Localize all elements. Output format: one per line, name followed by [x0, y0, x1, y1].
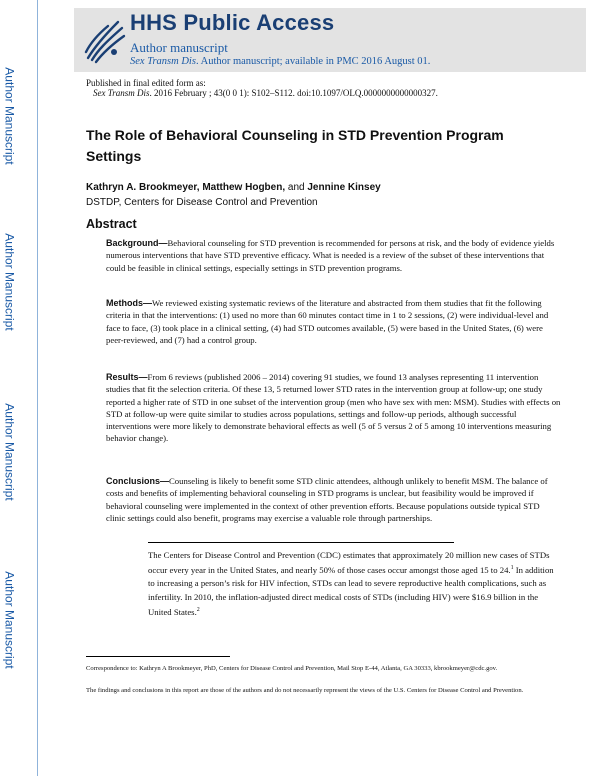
correspondence-footnote: Correspondence to: Kathryn A Brookmeyer, PhD, Centers for Disease Control and Prevention, Mail Stop E-44, Atlanta, GA 30333, kbrookmeyer@cdc.gov. — [86, 665, 498, 672]
journal-availability-line: Sex Transm Dis. Author manuscript; available in PMC 2016 August 01. — [130, 56, 431, 67]
side-label-author-manuscript: Author Manuscript — [3, 403, 18, 501]
citation-line: Sex Transm Dis. 2016 February ; 43(0 0 1): S102–S112. doi:10.1097/OLQ.0000000000000327. — [93, 88, 438, 98]
abstract-heading: Abstract — [86, 217, 137, 231]
hhs-eagle-logo-icon — [78, 14, 128, 66]
side-label-author-manuscript: Author Manuscript — [3, 67, 18, 165]
paper-title: The Role of Behavioral Counseling in STD Prevention Program Settings — [86, 127, 504, 164]
margin-rule — [37, 0, 38, 776]
hhs-public-access-title: HHS Public Access — [130, 10, 335, 35]
author-list: Kathryn A. Brookmeyer, Matthew Hogben, and Jennine Kinsey — [86, 182, 381, 193]
side-label-author-manuscript: Author Manuscript — [3, 571, 18, 669]
intro-paragraph: The Centers for Disease Control and Prevention (CDC) estimates that approximately 20 million new cases of STDs occur every year in the United States, and nearly 50% of those cases occur amongst those aged 15 to 24.$^1$ In addition to increasing a person’s risk for HIV infection, STDs can lead to severe reproductive health complications, such as infertility. In 2010, the inflation-adjusted direct medical costs of STDs (including HIV) were $16.9 billion in the United States.$^2$ — [148, 550, 554, 617]
abstract-background: Background—Behavioral counseling for STD prevention is recommended for persons at risk, and the body of evidence yields numerous interventions that have STD preventive efficacy. What is needed is a review of the subset of these interventions that could be feasible in clinical settings, especially settings in STD prevention programs. — [106, 238, 555, 273]
disclaimer-footnote: The findings and conclusions in this report are those of the authors and do not necessarily represent the views of the U.S. Centers for Disease Control and Prevention. — [86, 687, 524, 694]
abstract-conclusions: Conclusions—Counseling is likely to benefit some STD clinic attendees, although unlikely to benefit MSM. The balance of costs and benefits of implementing behavioral counseling in STD programs is unclear, but feasibility would be improved if behavioral counseling were implemented in the context of other prevention efforts. Because populations outside typical STD clinic settings could also benefit, programs may exercise a valuable role through partnerships. — [106, 476, 548, 523]
author-manuscript-subtitle: Author manuscript — [130, 40, 228, 55]
published-form-label: Published in final edited form as: — [86, 78, 206, 88]
side-label-author-manuscript: Author Manuscript — [3, 233, 18, 331]
footnote-rule — [86, 656, 230, 657]
affiliation: DSTDP, Centers for Disease Control and Prevention — [86, 197, 318, 208]
abstract-end-rule — [148, 542, 454, 543]
abstract-results: Results—From 6 reviews (published 2006 – 2014) covering 91 studies, we found 13 analyses representing 11 intervention studies that fit the selection criteria. Of these 13, 5 returned lower STD rates in the intervention group at follow-up; one study reported a higher rate of STD in one subset of the intervention group (men who have sex with men: MSM). Studies with effects on STD at follow-up were quite similar to studies across populations, settings and follow-up periods, although successful interventions were more likely to demonstrate behavioral effects as well (5 of 5 versus 2 of 5 among 10 interventions measuring behavior change). — [106, 372, 561, 444]
abstract-methods: Methods—We reviewed existing systematic reviews of the literature and abstracted from them studies that fit the following criteria in that the interventions: (1) used no more than 60 minutes contact time in 1 to 2 sessions, (2) were individual-level and face to face, (3) took place in a clinical setting, (4) had STD outcomes available, (5) were based in the United States, (6) were peer-reviewed, and (7) had a control group. — [106, 298, 549, 345]
